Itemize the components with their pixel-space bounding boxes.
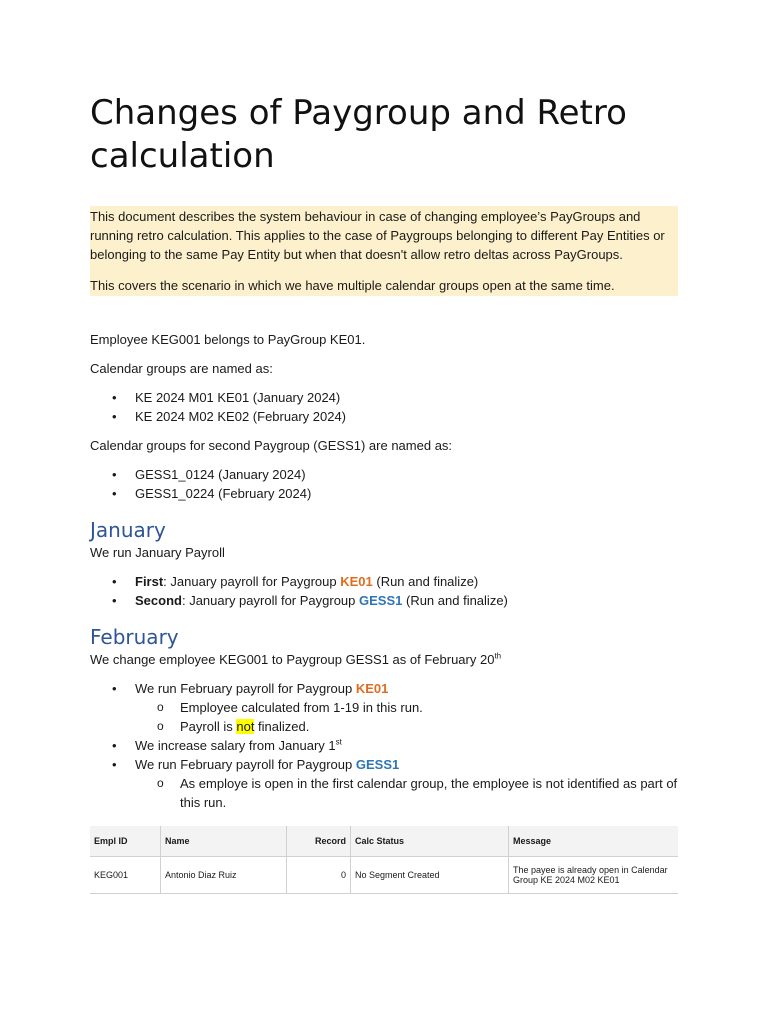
list-item: • KE 2024 M01 KE01 (January 2024) bbox=[90, 388, 678, 407]
document-body bbox=[90, 330, 678, 822]
list-item bbox=[90, 572, 678, 591]
paygroup-code: KE01 bbox=[340, 574, 373, 589]
february-heading: February bbox=[90, 625, 179, 649]
paygroup-code: GESS1 bbox=[359, 593, 403, 608]
column-header-empl-id: Empl ID bbox=[90, 826, 161, 857]
calc-status-table bbox=[90, 826, 678, 894]
page-title: Changes of Paygroup and Retro calculation bbox=[90, 93, 627, 176]
item-suffix: (Run and finalize) bbox=[372, 574, 479, 589]
calendar-groups-list bbox=[90, 388, 678, 426]
callout-paragraph-2: This covers the scenario in which we have multiple calendar groups open at the same time. bbox=[90, 278, 615, 293]
column-header-calc-status: Calc Status bbox=[351, 826, 509, 857]
sub-list-item bbox=[135, 717, 678, 736]
sub-list-item: o As employe is open in the first calendar group, the employee is not identified as part of this run. bbox=[135, 774, 678, 812]
item-text: We run February payroll for Paygroup bbox=[135, 757, 356, 772]
bold-label: Second bbox=[135, 593, 182, 608]
february-paragraph bbox=[90, 650, 678, 669]
highlighted-word: not bbox=[236, 719, 255, 734]
intro-paragraph-1: Employee KEG001 belongs to PayGroup KE01. bbox=[90, 332, 366, 347]
february-list bbox=[90, 679, 678, 812]
january-list bbox=[90, 572, 678, 610]
item-text: We increase salary from January 1 bbox=[135, 738, 336, 753]
cell-name: Antonio Diaz Ruiz bbox=[161, 857, 287, 894]
superscript: st bbox=[335, 737, 342, 747]
paygroup-code: KE01 bbox=[355, 681, 389, 696]
item-text: We run February payroll for Paygroup bbox=[135, 681, 356, 696]
list-item: • KE 2024 M02 KE02 (February 2024) bbox=[90, 407, 678, 426]
summary-callout bbox=[90, 206, 678, 296]
cell-calc-status: No Segment Created bbox=[351, 857, 509, 894]
cell-message: The payee is already open in Calendar Group KE 2024 M02 KE01 bbox=[509, 857, 679, 894]
second-calendar-groups-list bbox=[90, 465, 678, 503]
item-suffix: (Run and finalize) bbox=[402, 593, 508, 608]
sub-list bbox=[135, 698, 678, 736]
superscript: th bbox=[494, 651, 502, 661]
table-row bbox=[90, 857, 678, 894]
item-text: finalized. bbox=[254, 719, 310, 734]
list-item bbox=[90, 736, 678, 755]
column-header-message: Message bbox=[509, 826, 679, 857]
list-item bbox=[90, 755, 678, 812]
item-text: Payroll is bbox=[180, 719, 237, 734]
table-header-row bbox=[90, 826, 678, 857]
intro-paragraph-3: Calendar groups for second Paygroup (GESS1) are named as: bbox=[90, 438, 453, 453]
january-paragraph: We run January Payroll bbox=[90, 545, 225, 560]
callout-paragraph-1: This document describes the system behaviour in case of changing employee’s PayGroups and running retro calculation. This applies to the case of Paygroups belonging to different Pay Entities or belonging to the same Pay Entity but when that doesn't allow retro deltas across PayGroups. bbox=[90, 209, 665, 262]
bold-label: First bbox=[135, 574, 164, 589]
list-item bbox=[90, 591, 678, 610]
january-heading: January bbox=[90, 518, 166, 542]
february-text: We change employee KEG001 to Paygroup GESS1 as of February 20 bbox=[90, 652, 495, 667]
cell-empl-id: KEG001 bbox=[90, 857, 161, 894]
sub-list-item: o Employee calculated from 1-19 in this run. bbox=[135, 698, 678, 717]
list-item: • GESS1_0224 (February 2024) bbox=[90, 484, 678, 503]
column-header-name: Name bbox=[161, 826, 287, 857]
item-text: : January payroll for Paygroup bbox=[181, 593, 360, 608]
list-item bbox=[90, 679, 678, 736]
item-text: : January payroll for Paygroup bbox=[163, 574, 341, 589]
list-item: • GESS1_0124 (January 2024) bbox=[90, 465, 678, 484]
sub-list bbox=[135, 774, 678, 812]
paygroup-code: GESS1 bbox=[355, 757, 400, 772]
cell-record: 0 bbox=[287, 857, 351, 894]
column-header-record: Record bbox=[287, 826, 351, 857]
intro-paragraph-2: Calendar groups are named as: bbox=[90, 361, 273, 376]
